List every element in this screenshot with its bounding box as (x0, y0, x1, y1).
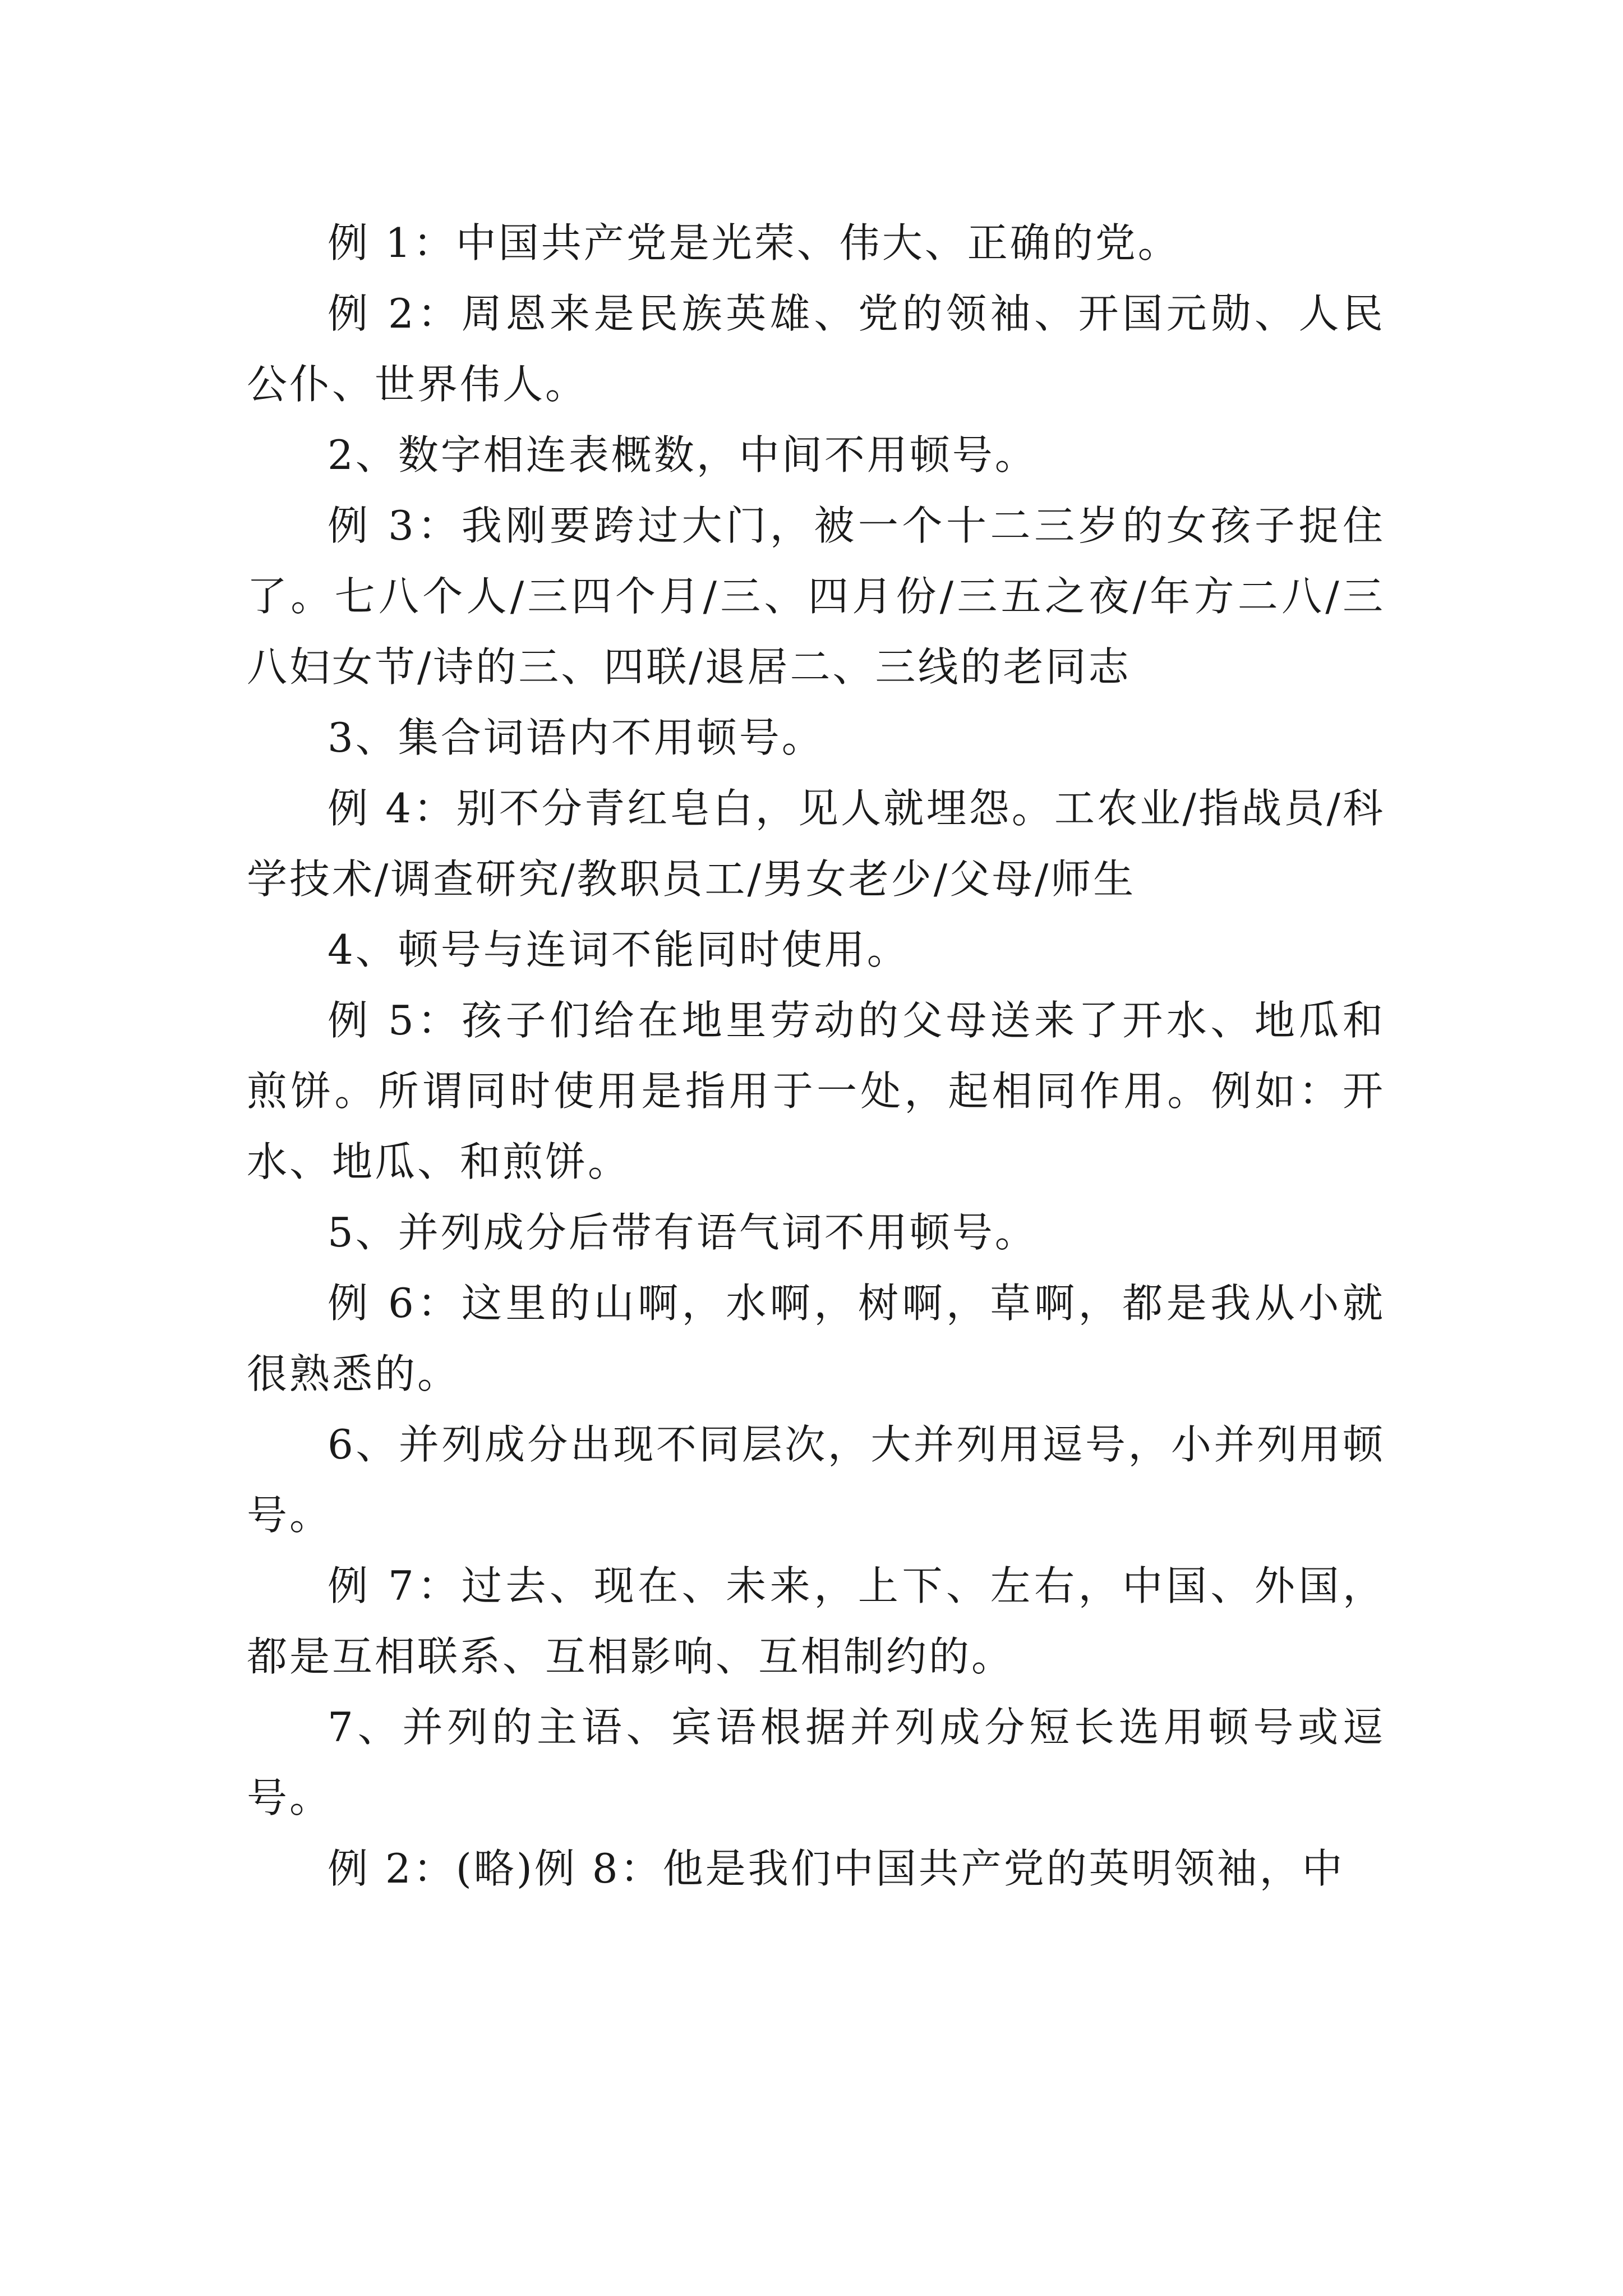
paragraph: 例 6：这里的山啊，水啊，树啊，草啊，都是我从小就很熟悉的。 (247, 1280, 1385, 1397)
paragraph: 例 1：中国共产党是光荣、伟大、正确的党。 (328, 219, 1181, 266)
document-body (247, 208, 1385, 1904)
paragraph: 7、并列的主语、宾语根据并列成分短长选用顿号或逗号。 (247, 1704, 1385, 1821)
paragraph: 6、并列成分出现不同层次，大并列用逗号，小并列用顿号。 (247, 1421, 1385, 1539)
paragraph: 例 3：我刚要跨过大门，被一个十二三岁的女孩子捉住了。七八个人/三四个月/三、四月份/三五之夜/年方二八/三八妇女节/诗的三、四联/退居二、三线的老同志 (247, 502, 1385, 691)
paragraph: 例 2：周恩来是民族英雄、党的领袖、开国元勋、人民公仆、世界伟人。 (247, 290, 1385, 408)
paragraph: 5、并列成分后带有语气词不用顿号。 (328, 1209, 1038, 1256)
paragraph: 例 5：孩子们给在地里劳动的父母送来了开水、地瓜和煎饼。所谓同时使用是指用于一处，起相同作用。例如：开水、地瓜、和煎饼。 (247, 997, 1385, 1185)
paragraph: 3、集合词语内不用顿号。 (328, 714, 824, 761)
paragraph: 2、数字相连表概数，中间不用顿号。 (328, 431, 1038, 478)
paragraph: 例 7：过去、现在、未来，上下、左右，中国、外国，都是互相联系、互相影响、互相制约的。 (247, 1562, 1385, 1680)
paragraph: 4、顿号与连词不能同时使用。 (328, 926, 910, 973)
paragraph: 例 4：别不分青红皂白，见人就埋怨。工农业/指战员/科学技术/调查研究/教职员工/男女老少/父母/师生 (247, 785, 1385, 903)
paragraph: 例 2：(略)例 8：他是我们中国共产党的英明领袖，中 (328, 1845, 1345, 1892)
